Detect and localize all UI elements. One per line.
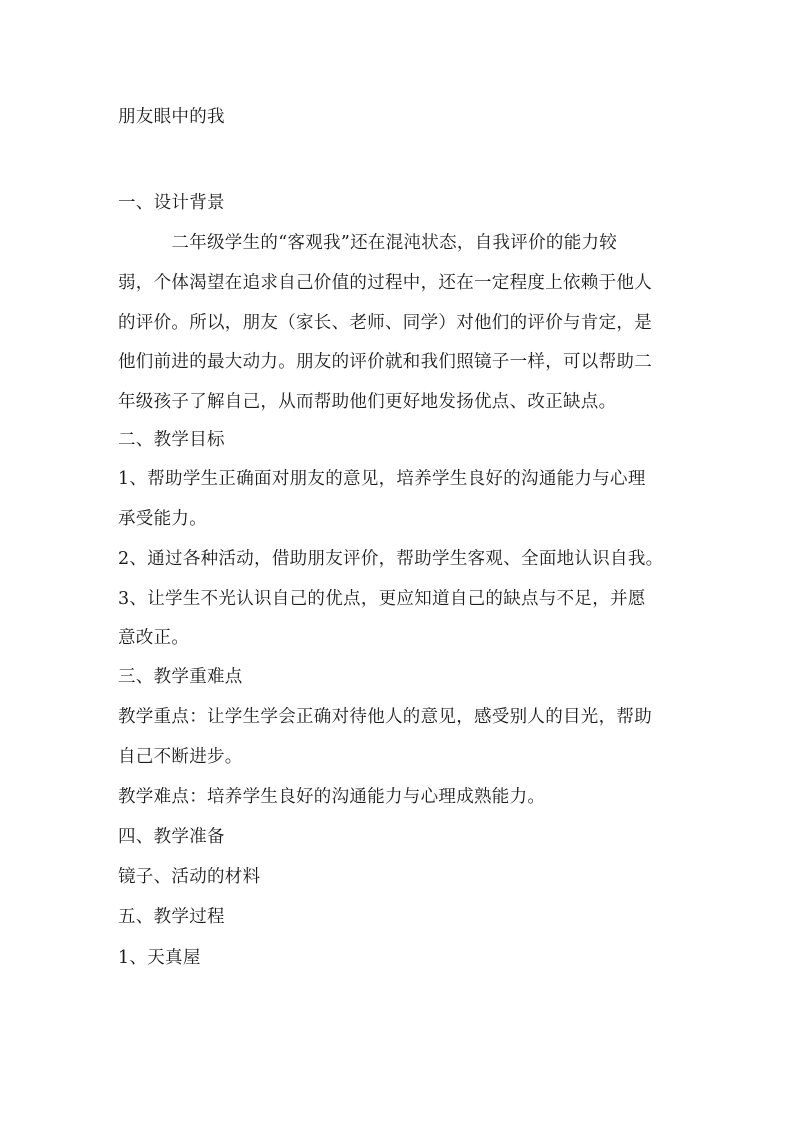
paragraph-line: 弱，个体渴望在追求自己价值的过程中，还在一定程度上依赖于他人: [118, 273, 652, 293]
paragraph-line: 自己不断进步。: [118, 747, 243, 767]
section-heading-preparation: 四、教学准备: [118, 827, 225, 847]
paragraph-line: 教学难点：培养学生良好的沟通能力与心理成熟能力。: [118, 787, 546, 807]
paragraph-line: 他们前进的最大动力。朋友的评价就和我们照镜子一样，可以帮助二: [118, 352, 652, 372]
section-heading-background: 一、设计背景: [118, 193, 225, 213]
list-item-continuation: 意改正。: [118, 628, 190, 648]
list-item-continuation: 承受能力。: [118, 509, 207, 529]
list-item: 2、通过各种活动，借助朋友评价，帮助学生客观、全面地认识自我。: [118, 549, 664, 569]
section-heading-key-points: 三、教学重难点: [118, 667, 243, 687]
document-title: 朋友眼中的我: [118, 107, 225, 127]
paragraph-line: 年级孩子了解自己，从而帮助他们更好地发扬优点、改正缺点。: [118, 392, 617, 412]
paragraph-line: 二年级学生的“客观我”还在混沌状态，自我评价的能力较: [118, 233, 618, 253]
list-item: 1、天真屋: [118, 948, 201, 968]
paragraph-line: 教学重点：让学生学会正确对待他人的意见，感受别人的目光，帮助: [118, 707, 652, 727]
section-heading-goals: 二、教学目标: [118, 430, 225, 450]
section-heading-process: 五、教学过程: [118, 907, 225, 927]
list-item: 1、帮助学生正确面对朋友的意见，培养学生良好的沟通能力与心理: [118, 469, 646, 489]
paragraph-line: 镜子、活动的材料: [118, 867, 261, 887]
list-item: 3、让学生不光认识自己的优点，更应知道自己的缺点与不足，并愿: [118, 589, 646, 609]
paragraph-line: 的评价。所以，朋友（家长、老师、同学）对他们的评价与肯定，是: [118, 313, 652, 333]
